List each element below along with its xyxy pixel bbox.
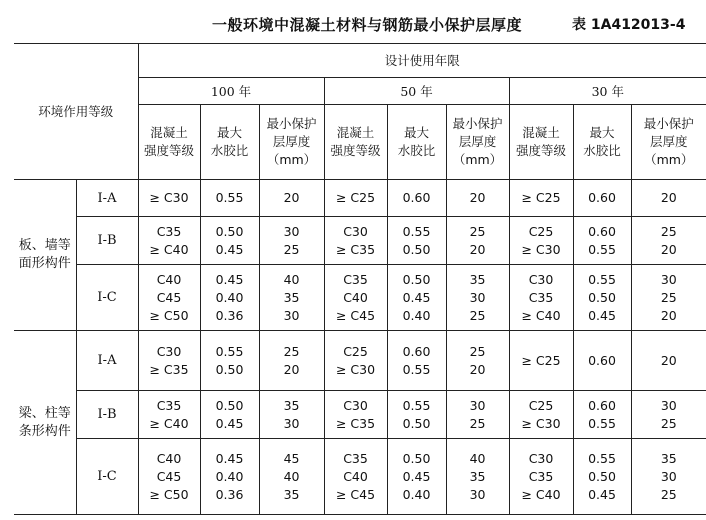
y30-cover-cell-line: 30 bbox=[660, 397, 677, 413]
y100-grade-cell-line: C40 bbox=[156, 450, 182, 466]
subheader-cover-50-line: 最小保护 bbox=[452, 116, 503, 131]
y50-cover-cell-line: 35 bbox=[469, 271, 486, 287]
component-group-line: 梁、柱等 bbox=[18, 405, 71, 421]
env-level-cell: Ⅰ-B bbox=[76, 391, 138, 439]
subheader-grade-100 bbox=[138, 105, 200, 180]
y100-wc-cell-line: 0.45 bbox=[215, 450, 244, 466]
subheader-wc-50-line: 水胶比 bbox=[397, 143, 436, 158]
y50-cover-cell-line: 30 bbox=[469, 289, 486, 305]
y30-wc-cell-line: 0.55 bbox=[588, 415, 616, 431]
y30-grade-cell bbox=[509, 217, 573, 265]
y30-cover-cell-line: 20 bbox=[660, 352, 677, 368]
y100-wc-cell-line: 0.45 bbox=[215, 271, 244, 287]
y30-grade-cell-line: C35 bbox=[528, 468, 554, 484]
component-group-0 bbox=[14, 180, 76, 331]
y100-cover-cell bbox=[259, 331, 324, 391]
y30-wc-cell bbox=[573, 439, 631, 515]
table-row bbox=[14, 217, 706, 265]
component-group-1 bbox=[14, 331, 76, 515]
y30-cover-cell-line: 20 bbox=[660, 190, 677, 205]
y30-cover-cell-line: 25 bbox=[660, 223, 677, 239]
y100-grade-cell-line: ≥ C30 bbox=[149, 190, 189, 205]
y50-cover-cell-line: 25 bbox=[469, 343, 486, 359]
table-row bbox=[14, 391, 706, 439]
component-group-line: 面形构件 bbox=[18, 256, 71, 271]
y100-grade-cell bbox=[138, 217, 200, 265]
y100-grade-cell-line: C45 bbox=[156, 468, 182, 484]
y50-cover-cell-line: 20 bbox=[469, 241, 486, 257]
y50-cover-cell-line: 30 bbox=[469, 397, 486, 413]
y30-grade-cell bbox=[509, 391, 573, 439]
subheader-wc-30-line: 最大 bbox=[589, 125, 615, 140]
y100-cover-cell-line: 35 bbox=[283, 486, 300, 502]
y100-wc-cell bbox=[200, 217, 259, 265]
y30-cover-cell bbox=[631, 180, 706, 217]
env-level-cell: Ⅰ-A bbox=[76, 331, 138, 391]
y100-grade-cell-line: ≥ C50 bbox=[149, 486, 189, 502]
subheader-grade-50 bbox=[324, 105, 387, 180]
y100-grade-cell bbox=[138, 391, 200, 439]
y100-cover-cell-line: 25 bbox=[283, 241, 300, 257]
y100-wc-cell bbox=[200, 265, 259, 331]
subheader-grade-50-line: 混凝土 bbox=[336, 125, 375, 140]
y30-grade-cell-line: ≥ C40 bbox=[521, 307, 561, 323]
y100-wc-cell-line: 0.50 bbox=[215, 361, 244, 377]
y50-wc-cell bbox=[387, 180, 446, 217]
y50-grade-cell bbox=[324, 439, 387, 515]
subheader-wc-30 bbox=[573, 105, 631, 180]
subheader-grade-30-line: 混凝土 bbox=[522, 125, 560, 140]
table-body bbox=[14, 180, 706, 515]
y50-cover-cell bbox=[446, 391, 509, 439]
y50-grade-cell-line: C30 bbox=[343, 223, 368, 239]
y100-wc-cell bbox=[200, 331, 259, 391]
y100-grade-cell-line: ≥ C40 bbox=[149, 415, 189, 431]
y30-wc-cell-line: 0.55 bbox=[588, 271, 616, 287]
y50-grade-cell-line: C40 bbox=[343, 468, 368, 484]
y50-wc-cell bbox=[387, 439, 446, 515]
y100-wc-cell bbox=[200, 439, 259, 515]
y100-grade-cell-line: ≥ C40 bbox=[149, 241, 189, 257]
y30-wc-cell-line: 0.55 bbox=[588, 450, 616, 466]
y100-cover-cell-line: 35 bbox=[283, 397, 300, 413]
y100-wc-cell-line: 0.40 bbox=[215, 468, 244, 484]
page-title: 一般环境中混凝土材料与钢筋最小保护层厚度 bbox=[212, 16, 523, 34]
table-row bbox=[14, 331, 706, 391]
y30-cover-cell-line: 20 bbox=[660, 241, 677, 257]
y30-cover-cell-line: 20 bbox=[660, 307, 677, 323]
y50-grade-cell bbox=[324, 265, 387, 331]
y100-wc-cell-line: 0.36 bbox=[215, 307, 244, 323]
y100-cover-cell-line: 45 bbox=[283, 450, 300, 466]
y30-grade-cell-line: ≥ C40 bbox=[521, 486, 561, 502]
y50-wc-cell-line: 0.50 bbox=[402, 271, 431, 287]
y30-grade-cell-line: C30 bbox=[528, 450, 554, 466]
subheader-wc-30-line: 水胶比 bbox=[583, 143, 621, 158]
y50-grade-cell bbox=[324, 180, 387, 217]
y50-wc-cell-line: 0.55 bbox=[402, 223, 431, 239]
y100-wc-cell-line: 0.45 bbox=[215, 241, 244, 257]
y100-cover-cell-line: 40 bbox=[283, 468, 300, 484]
header-period-100: 100 年 bbox=[138, 78, 324, 105]
y50-cover-cell-line: 25 bbox=[469, 223, 486, 239]
y30-cover-cell-line: 25 bbox=[660, 415, 677, 431]
y30-grade-cell-line: C25 bbox=[528, 223, 554, 239]
y50-grade-cell-line: C25 bbox=[343, 343, 368, 359]
y50-wc-cell bbox=[387, 217, 446, 265]
y100-cover-cell-line: 30 bbox=[283, 307, 300, 323]
y100-wc-cell bbox=[200, 391, 259, 439]
y50-cover-cell bbox=[446, 217, 509, 265]
y100-wc-cell-line: 0.55 bbox=[215, 343, 244, 359]
y30-wc-cell bbox=[573, 391, 631, 439]
y30-wc-cell-line: 0.45 bbox=[588, 307, 616, 323]
y50-wc-cell-line: 0.45 bbox=[402, 289, 431, 305]
subheader-wc-100-line: 水胶比 bbox=[210, 143, 249, 158]
y30-wc-cell-line: 0.50 bbox=[588, 468, 616, 484]
y50-cover-cell-line: 25 bbox=[469, 415, 486, 431]
y100-wc-cell-line: 0.50 bbox=[215, 397, 244, 413]
y30-cover-cell bbox=[631, 391, 706, 439]
y50-grade-cell-line: ≥ C35 bbox=[335, 241, 376, 257]
y100-wc-cell bbox=[200, 180, 259, 217]
y50-grade-cell bbox=[324, 217, 387, 265]
subheader-cover-100 bbox=[259, 105, 324, 180]
y30-cover-cell-line: 25 bbox=[660, 289, 677, 305]
subheader-cover-50 bbox=[446, 105, 509, 180]
y100-grade-cell-line: C30 bbox=[156, 343, 182, 359]
y100-cover-cell bbox=[259, 265, 324, 331]
env-level-cell: Ⅰ-C bbox=[76, 265, 138, 331]
y50-grade-cell-line: ≥ C45 bbox=[335, 486, 376, 502]
y50-cover-cell-line: 30 bbox=[469, 486, 486, 502]
y50-wc-cell-line: 0.40 bbox=[402, 307, 431, 323]
y50-cover-cell bbox=[446, 331, 509, 391]
y30-cover-cell-line: 30 bbox=[660, 468, 677, 484]
table-row bbox=[14, 180, 706, 217]
y50-wc-cell-line: 0.55 bbox=[402, 397, 431, 413]
y30-grade-cell bbox=[509, 439, 573, 515]
y30-cover-cell-line: 25 bbox=[660, 486, 677, 502]
y50-grade-cell bbox=[324, 331, 387, 391]
y30-cover-cell bbox=[631, 217, 706, 265]
subheader-wc-50-line: 最大 bbox=[404, 125, 430, 140]
y100-wc-cell-line: 0.36 bbox=[215, 486, 244, 502]
y30-cover-cell-line: 30 bbox=[660, 271, 677, 287]
y30-cover-cell bbox=[631, 439, 706, 515]
y100-grade-cell-line: ≥ C50 bbox=[149, 307, 189, 323]
y100-wc-cell-line: 0.45 bbox=[215, 415, 244, 431]
y100-cover-cell-line: 35 bbox=[283, 289, 300, 305]
subheader-cover-30-line: 最小保护 bbox=[643, 116, 694, 131]
y100-grade-cell-line: ≥ C35 bbox=[149, 361, 189, 377]
y100-cover-cell bbox=[259, 180, 324, 217]
env-level-cell: Ⅰ-C bbox=[76, 439, 138, 515]
subheader-cover-50-line: （mm） bbox=[452, 152, 503, 167]
subheader-cover-100-line: 层厚度 bbox=[272, 134, 311, 149]
y100-grade-cell-line: C40 bbox=[156, 271, 182, 287]
y30-wc-cell-line: 0.60 bbox=[588, 352, 616, 368]
subheader-cover-100-line: 最小保护 bbox=[266, 116, 317, 131]
y100-grade-cell bbox=[138, 439, 200, 515]
y100-wc-cell-line: 0.50 bbox=[215, 223, 244, 239]
y30-wc-cell bbox=[573, 180, 631, 217]
y100-cover-cell bbox=[259, 439, 324, 515]
y50-cover-cell-line: 20 bbox=[469, 361, 486, 377]
y100-grade-cell-line: C35 bbox=[156, 397, 182, 413]
y30-wc-cell bbox=[573, 331, 631, 391]
y50-wc-cell-line: 0.60 bbox=[402, 343, 431, 359]
y50-cover-cell bbox=[446, 265, 509, 331]
y30-grade-cell bbox=[509, 265, 573, 331]
y50-cover-cell bbox=[446, 180, 509, 217]
subheader-grade-100-line: 混凝土 bbox=[150, 125, 188, 140]
y30-wc-cell-line: 0.60 bbox=[588, 223, 616, 239]
component-group-line: 板、墙等 bbox=[18, 238, 71, 253]
y30-grade-cell-line: ≥ C25 bbox=[521, 190, 561, 205]
y100-cover-cell-line: 40 bbox=[283, 271, 300, 287]
y50-grade-cell-line: C30 bbox=[343, 397, 368, 413]
y50-cover-cell-line: 40 bbox=[469, 450, 486, 466]
subheader-grade-100-line: 强度等级 bbox=[144, 143, 195, 158]
y30-grade-cell-line: C35 bbox=[528, 289, 554, 305]
y100-grade-cell-line: C35 bbox=[156, 223, 182, 239]
header-period-50: 50 年 bbox=[324, 78, 509, 105]
table-row bbox=[14, 439, 706, 515]
y100-grade-cell bbox=[138, 331, 200, 391]
y50-wc-cell-line: 0.45 bbox=[402, 468, 431, 484]
y50-grade-cell-line: C40 bbox=[343, 289, 368, 305]
y100-cover-cell bbox=[259, 391, 324, 439]
y100-wc-cell-line: 0.55 bbox=[215, 190, 244, 205]
y100-cover-cell-line: 20 bbox=[283, 190, 300, 205]
y50-wc-cell bbox=[387, 331, 446, 391]
y30-grade-cell-line: ≥ C30 bbox=[521, 415, 561, 431]
y50-wc-cell-line: 0.60 bbox=[402, 190, 431, 205]
subheader-cover-100-line: （mm） bbox=[266, 152, 317, 167]
y50-wc-cell bbox=[387, 391, 446, 439]
y50-cover-cell-line: 35 bbox=[469, 468, 486, 484]
table-header bbox=[14, 44, 706, 180]
subheader-cover-50-line: 层厚度 bbox=[458, 134, 497, 149]
subheader-grade-50-line: 强度等级 bbox=[330, 143, 381, 158]
y50-grade-cell bbox=[324, 391, 387, 439]
y50-grade-cell-line: ≥ C35 bbox=[335, 415, 376, 431]
y100-grade-cell-line: C45 bbox=[156, 289, 182, 305]
y50-wc-cell-line: 0.50 bbox=[402, 450, 431, 466]
subheader-grade-30-line: 强度等级 bbox=[516, 143, 567, 158]
y100-cover-cell-line: 30 bbox=[283, 415, 300, 431]
y30-wc-cell-line: 0.60 bbox=[588, 397, 616, 413]
y100-cover-cell bbox=[259, 217, 324, 265]
y50-cover-cell-line: 25 bbox=[469, 307, 486, 323]
y30-cover-cell bbox=[631, 265, 706, 331]
subheader-wc-100 bbox=[200, 105, 259, 180]
y100-cover-cell-line: 30 bbox=[283, 223, 300, 239]
y100-cover-cell-line: 25 bbox=[283, 343, 300, 359]
y50-wc-cell-line: 0.55 bbox=[402, 361, 431, 377]
subheader-cover-30-line: （mm） bbox=[644, 152, 694, 167]
cover-thickness-table bbox=[14, 43, 706, 515]
subheader-wc-50 bbox=[387, 105, 446, 180]
y30-grade-cell bbox=[509, 180, 573, 217]
y50-wc-cell bbox=[387, 265, 446, 331]
y30-grade-cell-line: ≥ C30 bbox=[521, 241, 561, 257]
subheader-wc-100-line: 最大 bbox=[217, 125, 243, 140]
y30-grade-cell-line: C25 bbox=[528, 397, 554, 413]
y100-wc-cell-line: 0.40 bbox=[215, 289, 244, 305]
y30-grade-cell-line: C30 bbox=[528, 271, 554, 287]
y30-wc-cell-line: 0.50 bbox=[588, 289, 616, 305]
y30-cover-cell bbox=[631, 331, 706, 391]
subheader-cover-30 bbox=[631, 105, 706, 180]
y50-cover-cell bbox=[446, 439, 509, 515]
y30-wc-cell bbox=[573, 265, 631, 331]
y100-grade-cell bbox=[138, 265, 200, 331]
y50-grade-cell-line: ≥ C30 bbox=[335, 361, 376, 377]
env-level-cell: Ⅰ-B bbox=[76, 217, 138, 265]
title-row bbox=[0, 0, 706, 40]
header-design-life: 设计使用年限 bbox=[138, 44, 706, 78]
y30-grade-cell bbox=[509, 331, 573, 391]
y30-wc-cell bbox=[573, 217, 631, 265]
y50-grade-cell-line: C35 bbox=[343, 271, 368, 287]
y30-wc-cell-line: 0.55 bbox=[588, 241, 616, 257]
y50-cover-cell-line: 20 bbox=[469, 190, 486, 205]
y50-wc-cell-line: 0.40 bbox=[402, 486, 431, 502]
component-group-line: 条形构件 bbox=[18, 423, 71, 439]
y50-grade-cell-line: C35 bbox=[343, 450, 368, 466]
y100-grade-cell bbox=[138, 180, 200, 217]
y50-grade-cell-line: ≥ C45 bbox=[335, 307, 376, 323]
y50-wc-cell-line: 0.50 bbox=[402, 241, 431, 257]
subheader-grade-30 bbox=[509, 105, 573, 180]
y30-grade-cell-line: ≥ C25 bbox=[521, 352, 561, 368]
subheader-cover-30-line: 层厚度 bbox=[650, 134, 688, 149]
y50-grade-cell-line: ≥ C25 bbox=[335, 190, 376, 205]
y50-wc-cell-line: 0.50 bbox=[402, 415, 431, 431]
y30-wc-cell-line: 0.45 bbox=[588, 486, 616, 502]
y30-cover-cell-line: 35 bbox=[660, 450, 677, 466]
env-level-cell: Ⅰ-A bbox=[76, 180, 138, 217]
table-number: 表 1A412013-4 bbox=[572, 17, 686, 33]
y100-cover-cell-line: 20 bbox=[283, 361, 300, 377]
header-env-level: 环境作用等级 bbox=[14, 44, 138, 180]
y30-wc-cell-line: 0.60 bbox=[588, 190, 616, 205]
table-row bbox=[14, 265, 706, 331]
header-period-30: 30 年 bbox=[509, 78, 706, 105]
